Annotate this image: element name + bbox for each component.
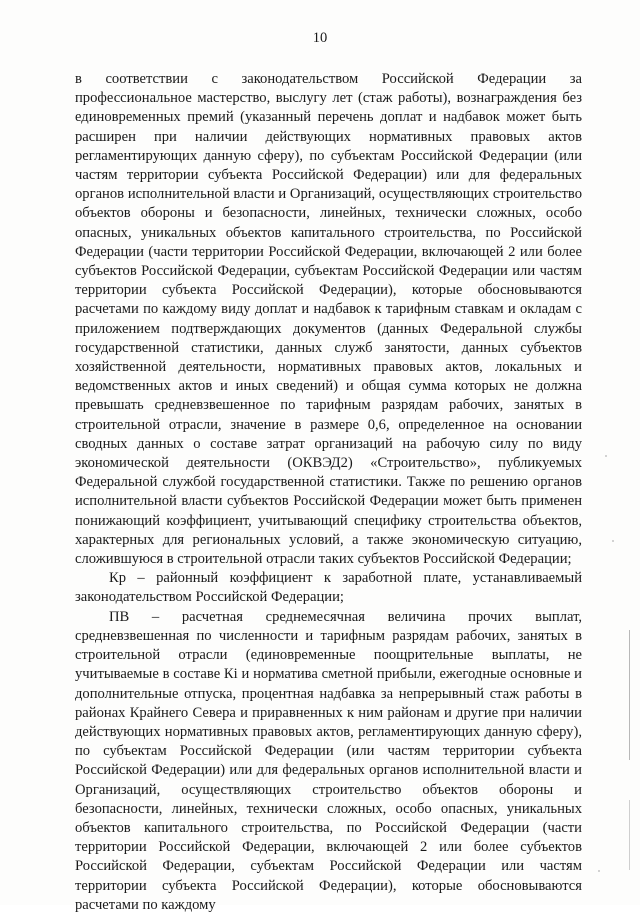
paragraph-kr-definition: Кр – районный коэффициент к заработной плате, устанавливаемый законодательством Российской Федерации;: [75, 570, 582, 606]
page-number: 10: [312, 30, 328, 46]
paragraph-continuation: в соответствии с законодательством Российской Федерации за профессиональное мастерство, выслугу лет (стаж работы), вознаграждения без единовременных премий (указанный перечень доплат и надбавок может быть расширен при наличии действующих нормативных правовых актов регламентирующих данную сферу), по субъектам Российской Федерации (или частям территории субъекта Российской Федерации) или для федеральных органов исполнительной власти и Организаций, осуществляющих строительство объектов обороны и безопасности, линейных, технически сложных, особо опасных, уникальных объектов капитального строительства, по Российской Федерации (части территории Российской Федерации, включающей 2 или более субъектов Российской Федерации, субъектам Российской Федерации или частям территории субъекта Российской Федерации), которые обосновываются расчетами по каждому виду доплат и надбавок к тарифным ставкам и окладам с приложением подтверждающих документов (данных Федеральной службы государственной статистики, данных служб занятости, данных субъектов хозяйственной деятельности, нормативных правовых актов, локальных и ведомственных актов и иных сведений) и общая сумма которых не должна превышать средневзвешенное по тарифным разрядам рабочих, занятых в строительной отрасли, значение в размере 0,6, определенное на основании сводных данных о составе затрат организаций на рабочую силу по виду экономической деятельности (ОКВЭД2) «Строительство», публикуемых Федеральной службой государственной статистики. Также по решению органов исполнительной власти субъектов Российской Федерации может быть применен понижающий коэффициент, учитывающий специфику строительства объектов, характерных для региональных условий, а также экономическую ситуацию, сложившуюся в строительной отрасли таких субъектов Российской Федерации;: [75, 71, 582, 568]
scan-speck: [598, 870, 600, 872]
scan-speck: [605, 455, 607, 457]
scan-edge-mark: [629, 800, 630, 870]
body-text: [75, 70, 582, 915]
scan-speck: [612, 540, 614, 542]
paragraph-pv-definition: ПВ – расчетная среднемесячная величина прочих выплат, средневзвешенная по численности и тарифным разрядам рабочих, занятых в строительной отрасли (единовременные поощрительные выплаты, не учитываемые в составе Кi и норматива сметной прибыли, ежегодные основные и дополнительные отпуска, процентная надбавка за непрерывный стаж работы в районах Крайнего Севера и приравненных к ним районам и другие при наличии действующих нормативных правовых актов, регламентирующих данную сферу), по субъектам Российской Федерации (или частям территории субъекта Российской Федерации) или для федеральных органов исполнительной власти и Организаций, осуществляющих строительство объектов обороны и безопасности, линейных, технически сложных, особо опасных, уникальных объектов капитального строительства, по Российской Федерации (части территории Российской Федерации, включающей 2 или более субъектов Российской Федерации, субъектам Российской Федерации или частям территории субъекта Российской Федерации), которые обосновываются расчетами по каждому: [75, 608, 582, 913]
scan-edge-mark: [629, 630, 630, 760]
